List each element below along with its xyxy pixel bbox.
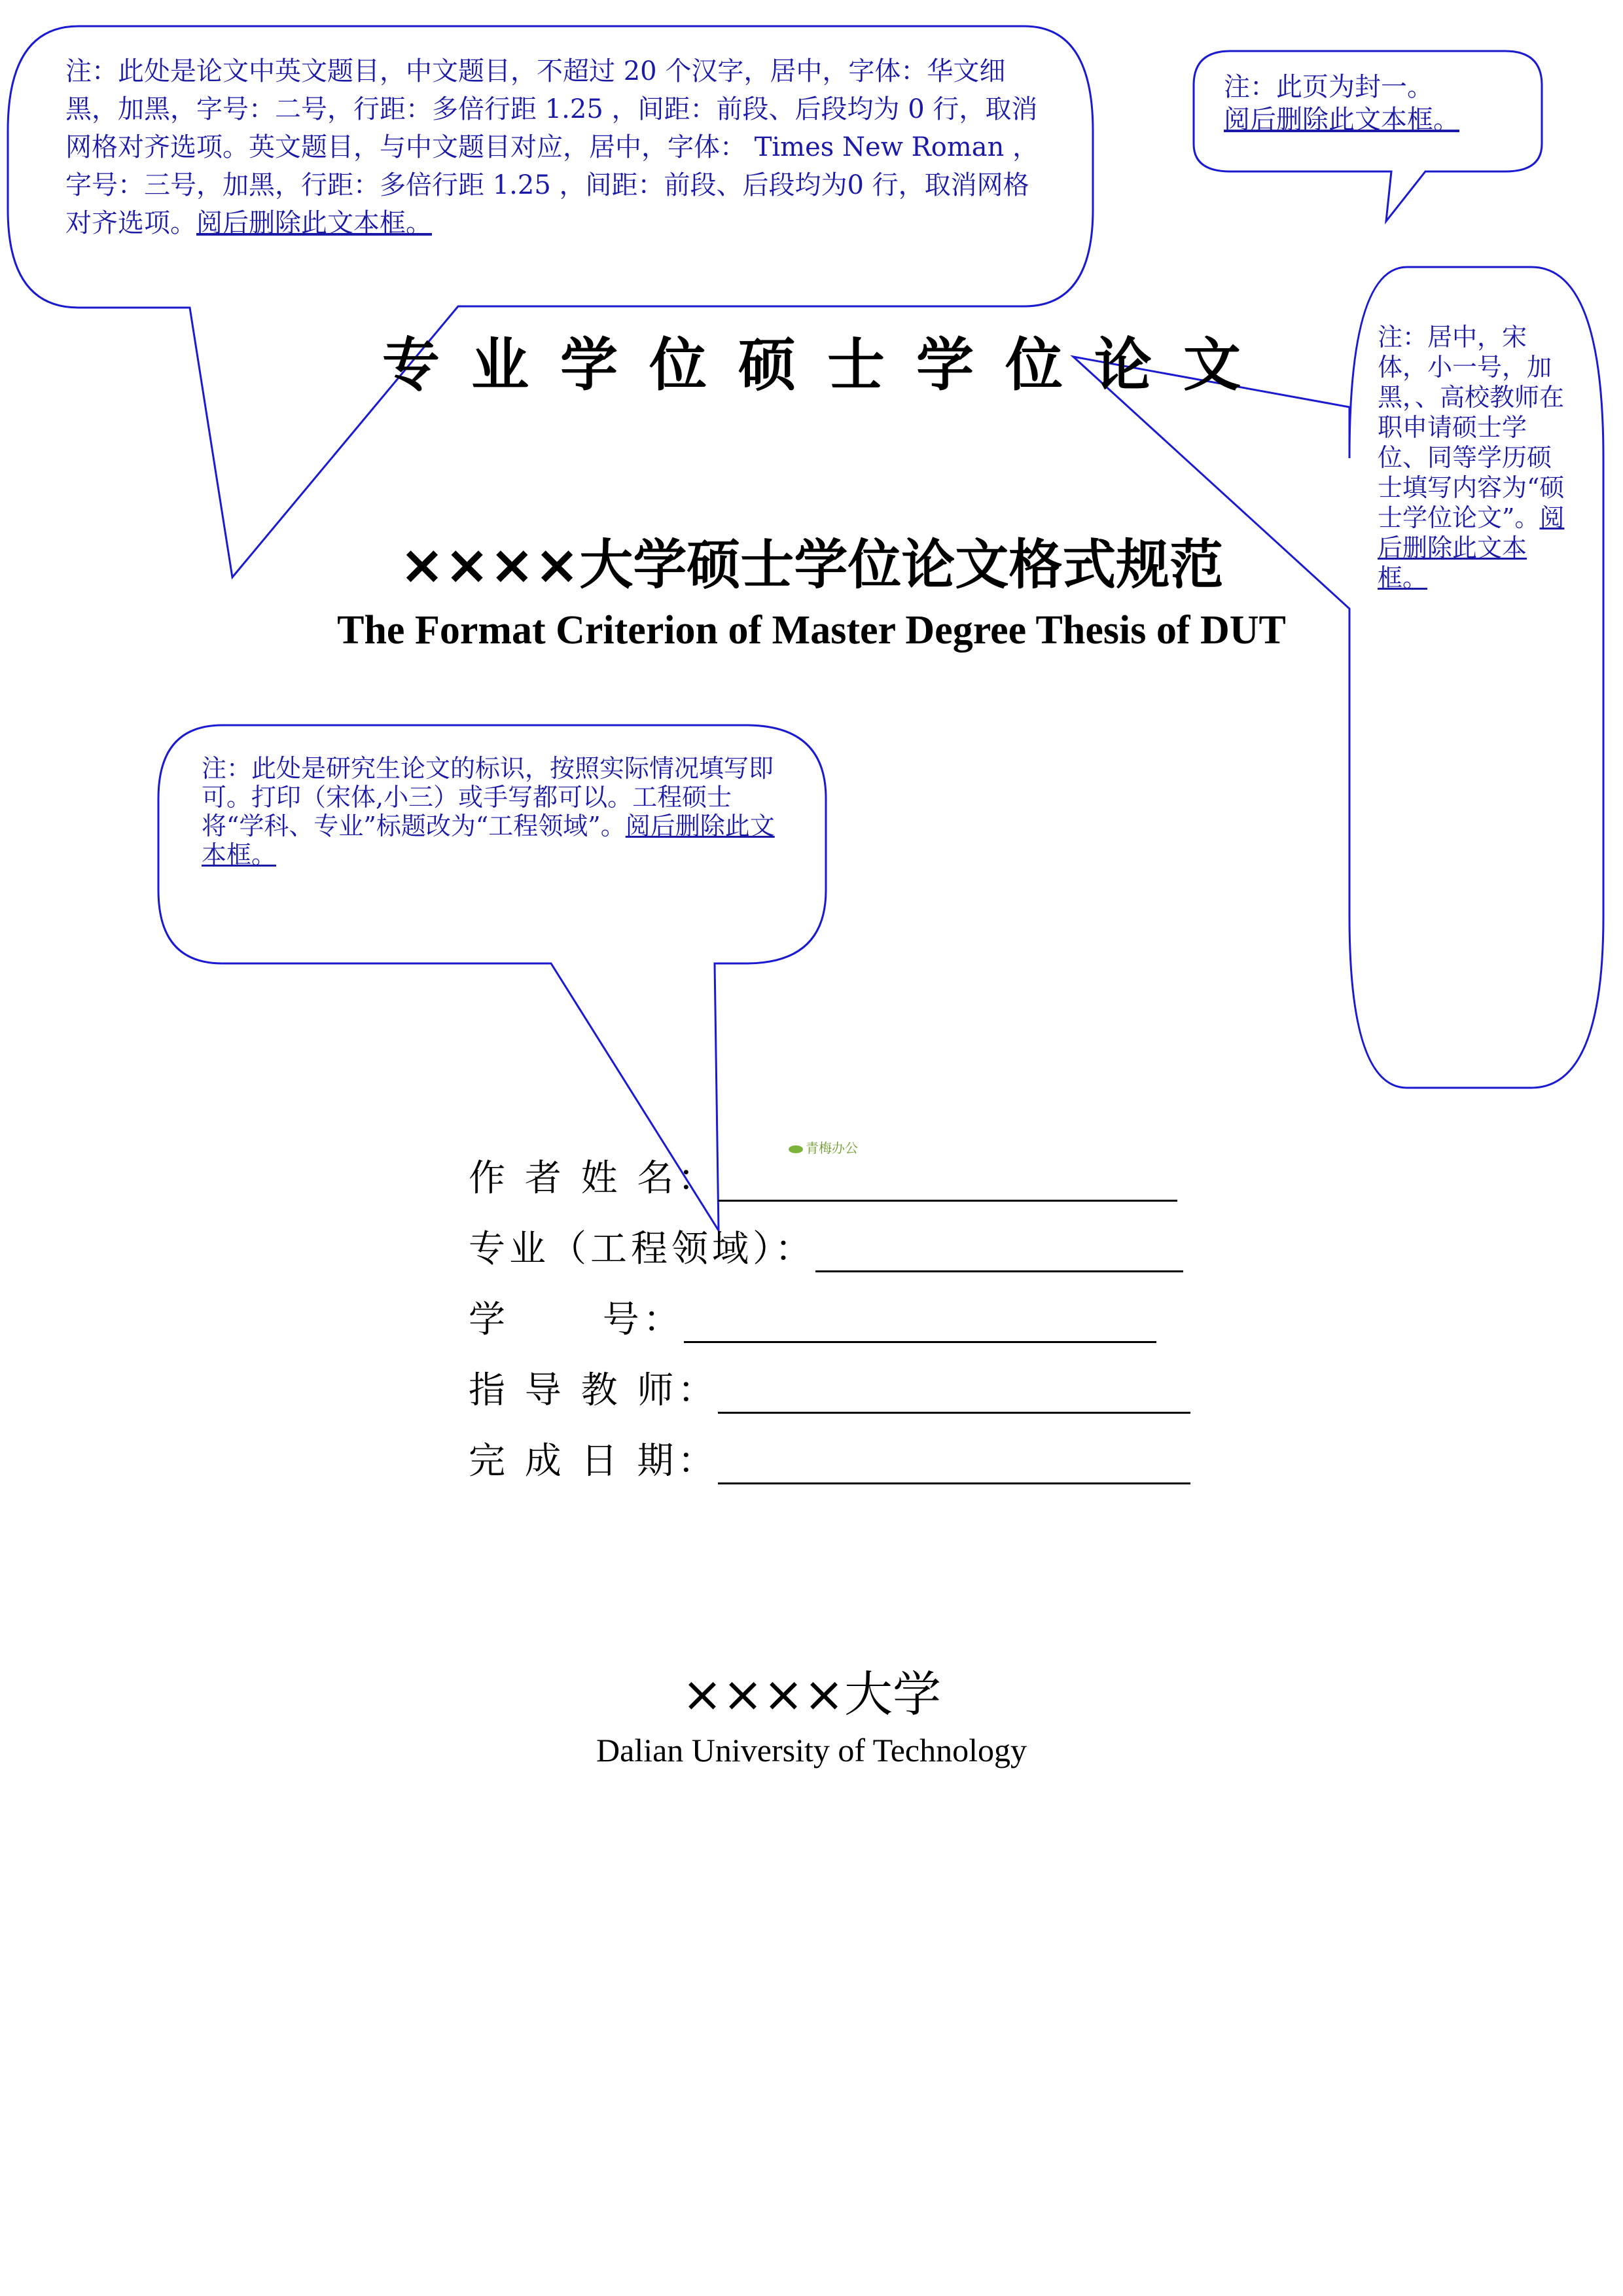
note-cover-page-delete: 阅后删除此文本框。 <box>1224 105 1459 135</box>
field-author-line[interactable] <box>718 1160 1177 1202</box>
thesis-title-cn: ××××大学硕士学位论文格式规范 <box>399 534 1224 596</box>
watermark-text: 青梅办公 <box>806 1140 858 1156</box>
university-name-cn: ××××大学 <box>681 1666 941 1723</box>
note-title-format-text: 注：此处是论文中英文题目，中文题目，不超过 20 个汉字，居中，字体：华文细黑，加黑，字号：二号，行距：多倍行距 1.25 ，间距：前段、后段均为 0 行，取消网格对齐选项。英文题目，与中文题目对应，居中，字体： Times New Roman ，字号：三号，加黑，行距：多倍行距 1.25 ，间距：前段、后段均为0 行，取消网格对齐选项。 <box>65 56 1039 238</box>
field-author-label: 作 者 姓 名： <box>469 1157 719 1200</box>
field-author <box>469 1152 1177 1202</box>
field-major <box>469 1223 1183 1272</box>
field-date-line[interactable] <box>718 1443 1190 1484</box>
note-degree-type-delete: 阅后删除此文本框。 <box>1378 503 1565 592</box>
note-student-info-text: 注：此处是研究生论文的标识，按照实际情况填写即可。打印（宋体,小三）或手写都可以。工程硕士将“学科、专业”标题改为“工程领域”。 <box>202 754 774 840</box>
thesis-title-en: The Format Criterion of Master Degree Thesis of DUT <box>337 608 1286 653</box>
note-title-format-delete: 阅后删除此文本框。 <box>196 208 432 238</box>
field-major-line[interactable] <box>815 1231 1183 1272</box>
field-student-id <box>469 1293 1156 1343</box>
field-major-label: 专业（工程领域）： <box>469 1228 815 1270</box>
field-date <box>469 1435 1190 1484</box>
field-student-id-line[interactable] <box>684 1302 1156 1343</box>
note-cover-page-text: 注：此页为封一。 <box>1224 72 1433 102</box>
note-degree-type-text: 注：居中，宋体，小一号，加黑，、高校教师在职申请硕士学位、同等学历硕士填写内容为“硕士学位论文”。 <box>1378 323 1565 532</box>
note-student-info <box>202 754 791 869</box>
field-supervisor <box>469 1364 1190 1414</box>
degree-type-title: 专业学位硕士学位论文 <box>382 331 1272 399</box>
note-title-format <box>65 52 1047 242</box>
university-name-en: Dalian University of Technology <box>596 1732 1027 1768</box>
note-cover-page <box>1224 71 1518 136</box>
field-supervisor-line[interactable] <box>718 1372 1190 1414</box>
field-student-id-label: 学 号： <box>469 1299 684 1341</box>
note-student-info-delete: 阅后删除此文本框。 <box>202 812 775 869</box>
field-date-label: 完 成 日 期： <box>469 1440 719 1482</box>
field-supervisor-label: 指 导 教 师： <box>469 1369 719 1412</box>
